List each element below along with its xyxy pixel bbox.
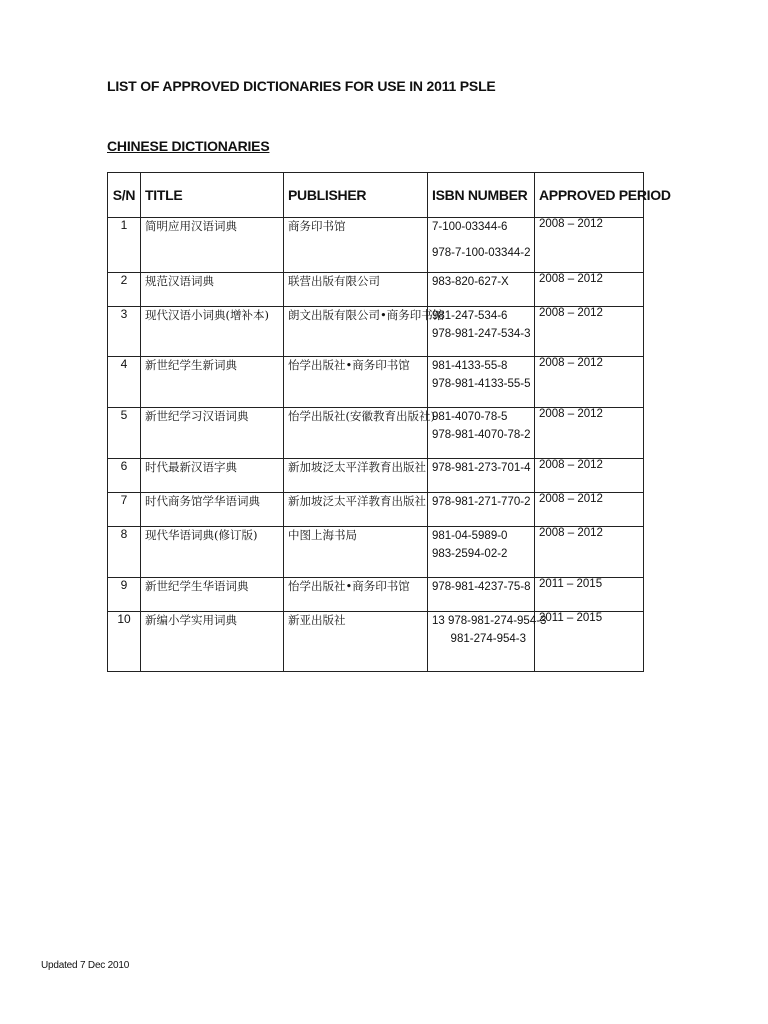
row-period: 2008 – 2012: [535, 218, 644, 273]
row-sn: 4: [108, 357, 141, 408]
row-publisher: 新加坡泛太平洋教育出版社: [284, 493, 428, 527]
row-period: 2008 – 2012: [535, 408, 644, 459]
row-sn: 7: [108, 493, 141, 527]
isbn-line: 978-981-4237-75-8: [432, 581, 531, 593]
row-isbn: [428, 527, 535, 578]
table-row: [108, 578, 644, 612]
row-period: 2011 – 2015: [535, 578, 644, 612]
row-title: 新世纪学习汉语词典: [141, 408, 284, 459]
row-title: 简明应用汉语词典: [141, 218, 284, 273]
row-period: 2008 – 2012: [535, 357, 644, 408]
header-sn: S/N: [108, 173, 141, 218]
header-isbn: ISBN NUMBER: [428, 173, 535, 218]
isbn-line: 981-247-534-6: [432, 310, 508, 322]
isbn-line: 13 978-981-274-954-3: [432, 615, 547, 627]
row-isbn: [428, 612, 547, 672]
row-publisher: 朗文出版有限公司•商务印书馆: [284, 307, 428, 357]
row-publisher: 新亚出版社: [284, 612, 428, 672]
table-row: [108, 357, 644, 408]
row-sn: 5: [108, 408, 141, 459]
row-sn: 1: [108, 218, 141, 273]
row-period: 2008 – 2012: [535, 307, 644, 357]
isbn-line: 983-820-627-X: [432, 276, 509, 288]
row-title: 新编小学实用词典: [141, 612, 284, 672]
isbn-line: 981-4133-55-8: [432, 360, 508, 372]
row-publisher: 怡学出版社(安徽教育出版社): [284, 408, 428, 459]
row-isbn: [428, 307, 535, 357]
row-publisher: 新加坡泛太平洋教育出版社: [284, 459, 428, 493]
table-row: [108, 459, 644, 493]
row-publisher: 商务印书馆: [284, 218, 428, 273]
header-publisher: PUBLISHER: [284, 173, 428, 218]
row-isbn: [428, 218, 535, 273]
row-title: 时代最新汉语字典: [141, 459, 284, 493]
row-isbn: [428, 459, 535, 493]
row-title: 新世纪学生新词典: [141, 357, 284, 408]
table-row: [108, 408, 644, 459]
isbn-line: 978-981-247-534-3: [432, 328, 531, 340]
table-row: [108, 493, 644, 527]
row-publisher: 联营出版有限公司: [284, 273, 428, 307]
isbn-line: 7-100-03344-6: [432, 221, 508, 233]
isbn-line: 983-2594-02-2: [432, 548, 508, 560]
isbn-line: 981-4070-78-5: [432, 411, 508, 423]
isbn-line: 978-981-4070-78-2: [432, 429, 531, 441]
table-row: [108, 218, 644, 273]
row-period: 2011 – 2015: [535, 612, 644, 672]
row-publisher: 怡学出版社•商务印书馆: [284, 578, 428, 612]
row-title: 现代汉语小词典(增补本): [141, 307, 284, 357]
header-title: TITLE: [141, 173, 284, 218]
row-period: 2008 – 2012: [535, 493, 644, 527]
row-publisher: 中图上海书局: [284, 527, 428, 578]
row-title: 时代商务馆学华语词典: [141, 493, 284, 527]
row-sn: 2: [108, 273, 141, 307]
row-period: 2008 – 2012: [535, 459, 644, 493]
row-sn: 6: [108, 459, 141, 493]
row-title: 现代华语词典(修订版): [141, 527, 284, 578]
row-sn: 9: [108, 578, 141, 612]
isbn-line: 978-7-100-03344-2: [432, 247, 531, 259]
isbn-line: 978-981-271-770-2: [432, 496, 531, 508]
document-title: LIST OF APPROVED DICTIONARIES FOR USE IN 2011 PSLE: [107, 78, 496, 94]
dictionary-table: [107, 172, 671, 672]
table-row: [108, 612, 644, 672]
footer-updated-date: Updated 7 Dec 2010: [41, 960, 130, 971]
row-isbn: [428, 357, 535, 408]
row-sn: 8: [108, 527, 141, 578]
row-isbn: [428, 408, 535, 459]
section-title: CHINESE DICTIONARIES: [107, 138, 270, 154]
isbn-line: 981-04-5989-0: [432, 530, 508, 542]
row-sn: 3: [108, 307, 141, 357]
table-header-row: [108, 173, 644, 218]
row-isbn: [428, 578, 535, 612]
isbn-line: 978-981-273-701-4: [432, 462, 531, 474]
isbn-line: 981-274-954-3: [450, 633, 526, 645]
table-row: [108, 527, 644, 578]
row-title: 新世纪学生华语词典: [141, 578, 284, 612]
row-period: 2008 – 2012: [535, 273, 644, 307]
row-title: 规范汉语词典: [141, 273, 284, 307]
row-isbn: [428, 493, 535, 527]
row-sn: 10: [108, 612, 141, 672]
table-row: [108, 307, 644, 357]
row-period: 2008 – 2012: [535, 527, 644, 578]
row-publisher: 怡学出版社•商务印书馆: [284, 357, 428, 408]
header-period: APPROVED PERIOD: [535, 173, 644, 218]
row-isbn: [428, 273, 535, 307]
table-row: [108, 273, 644, 307]
isbn-line: 978-981-4133-55-5: [432, 378, 531, 390]
